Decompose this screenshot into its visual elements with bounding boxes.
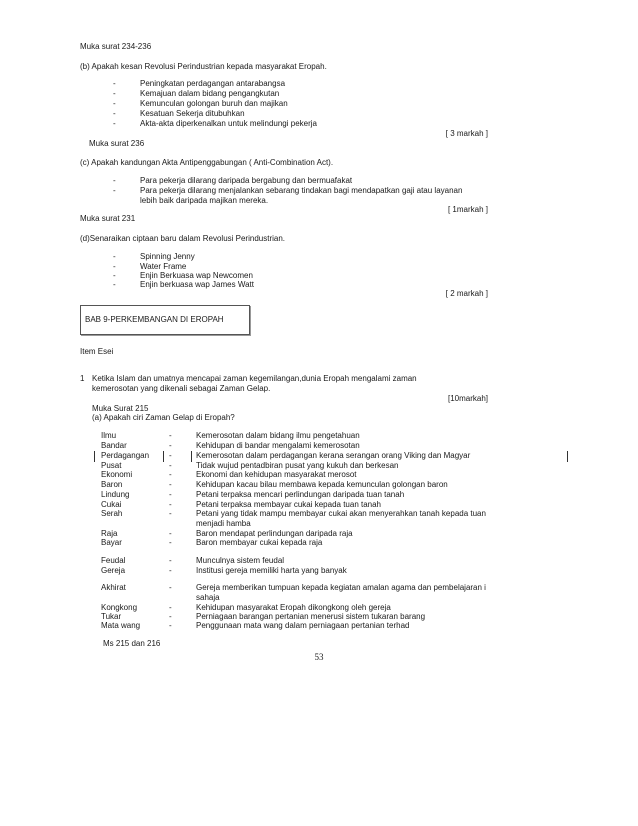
term-dash: - <box>169 490 172 499</box>
term-label: Tukar <box>101 612 122 621</box>
page-reference: Muka surat 231 <box>80 214 136 223</box>
term-description: Gereja memberikan tumpuan kepada kegiatan amalan agama dan pembelajaran i <box>196 583 486 592</box>
term-description: Perniagaan barangan pertanian menerusi sistem tukaran barang <box>196 612 426 621</box>
term-dash: - <box>169 566 172 575</box>
marks-label: [ 3 markah ] <box>445 129 488 138</box>
term-label: Akhirat <box>101 583 126 592</box>
bullet-item: Kesatuan Sekerja ditubuhkan <box>140 109 245 118</box>
term-description: Kehidupan masyarakat Eropah dikongkong oleh gereja <box>196 603 391 612</box>
term-description: Institusi gereja memiliki harta yang banyak <box>196 566 347 575</box>
bullet-continuation: lebih baik daripada majikan mereka. <box>140 196 269 205</box>
term-description: Baron mendapat perlindungan daripada raja <box>196 529 353 538</box>
term-label: Perdagangan <box>101 451 150 460</box>
term-label: Kongkong <box>101 603 138 612</box>
bullet-item: Spinning Jenny <box>140 252 195 261</box>
bullet-item: Enjin Berkuasa wap Newcomen <box>140 271 253 280</box>
question-text: (c) Apakah kandungan Akta Antipenggabungan ( Anti-Combination Act). <box>80 158 334 167</box>
table-border-mid <box>191 451 192 462</box>
term-description: Penggunaan mata wang dalam perniagaan pertanian terhad <box>196 621 410 630</box>
term-dash: - <box>169 509 172 518</box>
page-reference: Ms 215 dan 216 <box>103 639 161 648</box>
term-label: Bayar <box>101 538 122 547</box>
term-description: Kehidupan kacau bilau membawa kepada kemunculan golongan baron <box>196 480 448 489</box>
question-number: 1 <box>80 374 85 383</box>
term-description: Petani yang tidak mampu membayar cukai akan menyerahkan tanah kepada tuan <box>196 509 486 518</box>
term-dash: - <box>169 470 172 479</box>
term-label: Feudal <box>101 556 126 565</box>
bullet-item: Kemajuan dalam bidang pengangkutan <box>140 89 280 98</box>
term-label: Gereja <box>101 566 126 575</box>
term-label: Lindung <box>101 490 130 499</box>
term-label: Raja <box>101 529 118 538</box>
term-dash: - <box>169 461 172 470</box>
term-dash: - <box>169 500 172 509</box>
term-dash: - <box>169 556 172 565</box>
table-border-right <box>567 451 568 462</box>
term-description: Ekonomi dan kehidupan masyarakat merosot <box>196 470 357 479</box>
bullet-dash: - <box>113 262 116 271</box>
term-dash: - <box>169 431 172 440</box>
bullet-item: Para pekerja dilarang menjalankan sebarang tindakan bagi mendapatkan gaji atau layanan <box>140 186 463 195</box>
bullet-item: Para pekerja dilarang daripada bergabung dan bermuafakat <box>140 176 353 185</box>
term-dash: - <box>169 441 172 450</box>
sub-question: (a) Apakah ciri Zaman Gelap di Eropah? <box>92 413 235 422</box>
bullet-dash: - <box>113 280 116 289</box>
term-description: Petani terpaksa membayar cukai kepada tuan tanah <box>196 500 382 509</box>
essay-question-cont: kemerosotan yang dikenali sebagai Zaman Gelap. <box>92 384 271 393</box>
term-description: Munculnya sistem feudal <box>196 556 285 565</box>
bullet-item: Kemunculan golongan buruh dan majikan <box>140 99 288 108</box>
term-dash: - <box>169 612 172 621</box>
term-label: Ekonomi <box>101 470 133 479</box>
bullet-dash: - <box>113 119 116 128</box>
bullet-dash: - <box>113 252 116 261</box>
term-dash: - <box>169 603 172 612</box>
term-label: Pusat <box>101 461 122 470</box>
term-dash: - <box>169 538 172 547</box>
question-text: (d)Senaraikan ciptaan baru dalam Revolusi Perindustrian. <box>80 234 285 243</box>
chapter-title: BAB 9-PERKEMBANGAN DI EROPAH <box>85 315 224 324</box>
item-label: Item Esei <box>80 347 114 356</box>
bullet-dash: - <box>113 186 116 195</box>
marks-label: [ 2 markah ] <box>445 289 488 298</box>
term-dash: - <box>169 621 172 630</box>
term-dash: - <box>169 480 172 489</box>
term-label: Serah <box>101 509 123 518</box>
bullet-item: Enjin berkuasa wap James Watt <box>140 280 254 289</box>
term-description: Petani terpaksa mencari perlindungan daripada tuan tanah <box>196 490 405 499</box>
bullet-dash: - <box>113 89 116 98</box>
bullet-dash: - <box>113 109 116 118</box>
page-reference: Muka Surat 215 <box>92 404 149 413</box>
page-number: 53 <box>314 652 324 662</box>
term-description: Baron membayar cukai kepada raja <box>196 538 323 547</box>
term-description: Kemerosotan dalam bidang ilmu pengetahuan <box>196 431 360 440</box>
term-dash: - <box>169 529 172 538</box>
term-label: Mata wang <box>101 621 141 630</box>
bullet-dash: - <box>113 79 116 88</box>
bullet-item: Akta-akta diperkenalkan untuk melindungi pekerja <box>140 119 317 128</box>
page-reference: Muka surat 234-236 <box>80 42 152 51</box>
marks-label: [10markah] <box>447 394 488 403</box>
table-border-left <box>94 451 95 462</box>
page-reference: Muka surat 236 <box>89 139 145 148</box>
term-description-cont: menjadi hamba <box>196 519 251 528</box>
term-label: Baron <box>101 480 123 489</box>
bullet-dash: - <box>113 99 116 108</box>
term-description: Tidak wujud pentadbiran pusat yang kukuh dan berkesan <box>196 461 399 470</box>
chapter-title-box <box>80 305 250 335</box>
table-border-mid <box>163 451 164 462</box>
bullet-item: Peningkatan perdagangan antarabangsa <box>140 79 286 88</box>
term-description: Kehidupan di bandar mengalami kemerosotan <box>196 441 360 450</box>
term-label: Bandar <box>101 441 127 450</box>
bullet-item: Water Frame <box>140 262 187 271</box>
marks-label: [ 1markah ] <box>447 205 488 214</box>
term-dash: - <box>169 451 172 460</box>
term-dash: - <box>169 583 172 592</box>
bullet-dash: - <box>113 176 116 185</box>
essay-question: Ketika Islam dan umatnya mencapai zaman kegemilangan,dunia Eropah mengalami zaman <box>92 374 417 383</box>
term-label: Ilmu <box>101 431 117 440</box>
bullet-dash: - <box>113 271 116 280</box>
term-description-cont: sahaja <box>196 593 220 602</box>
term-description: Kemerosotan dalam perdagangan kerana serangan orang Viking dan Magyar <box>196 451 471 460</box>
term-label: Cukai <box>101 500 122 509</box>
question-text: (b) Apakah kesan Revolusi Perindustrian kepada masyarakat Eropah. <box>80 62 327 71</box>
